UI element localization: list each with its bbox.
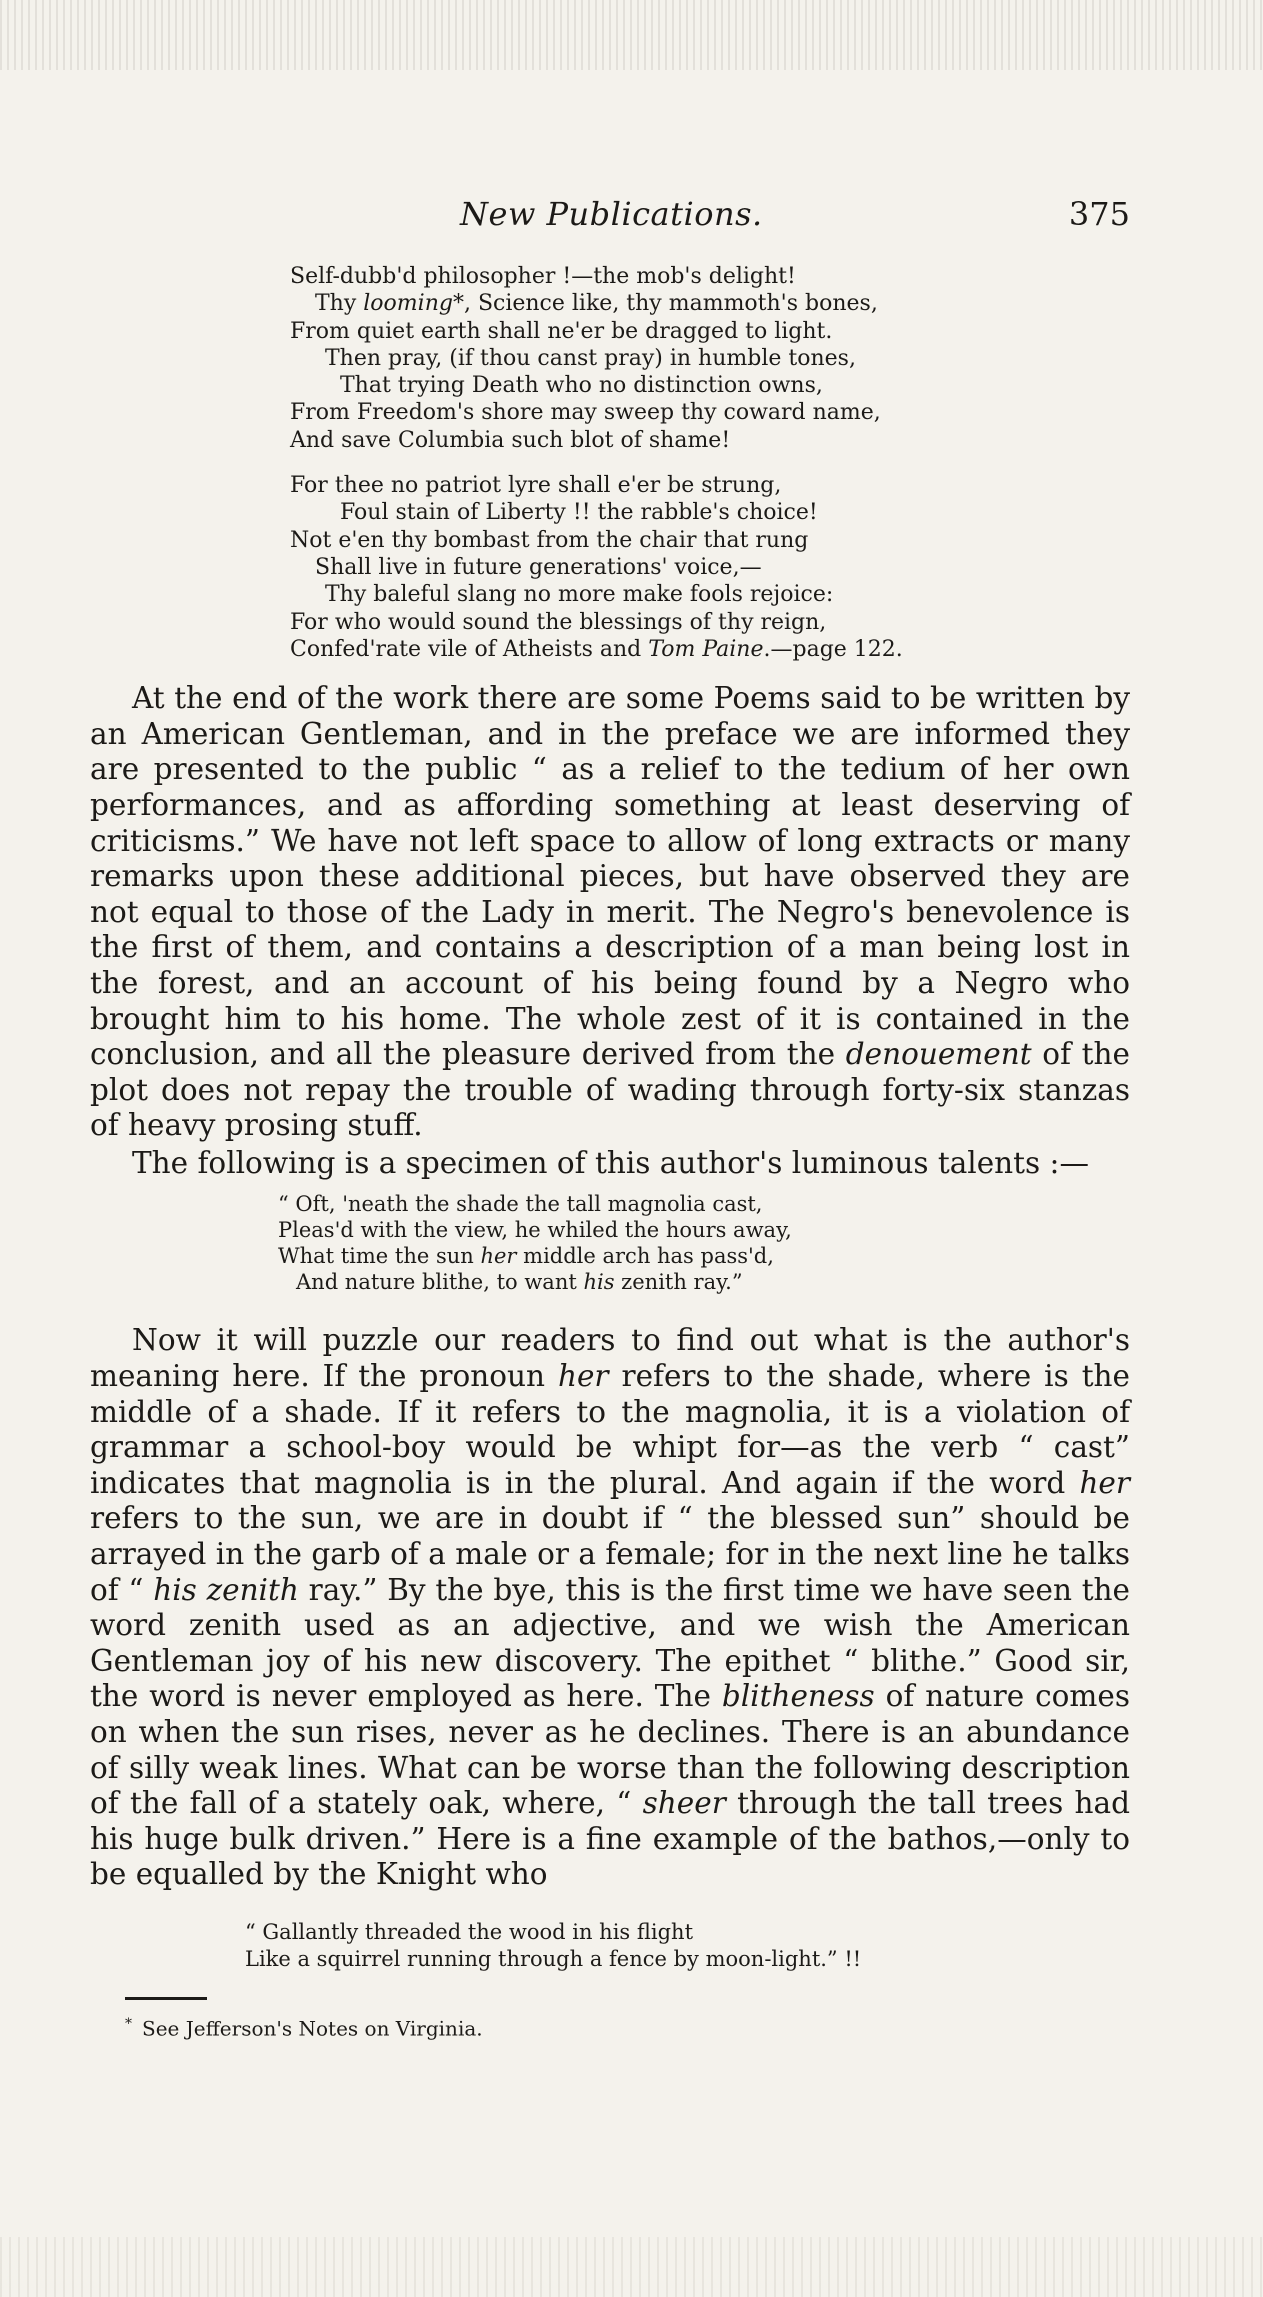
poem-line: “ Gallantly threaded the wood in his flight bbox=[245, 1919, 694, 1944]
poem-line: Foul stain of Liberty !! the rabble's choice! bbox=[340, 500, 818, 526]
poem-line: Confed'rate vile of Atheists and Tom Paine.—page 122. bbox=[290, 636, 903, 662]
scan-noise-top bbox=[0, 0, 1263, 70]
poem-line: For who would sound the blessings of thy reign, bbox=[290, 609, 827, 635]
poem-line: Self-dubb'd philosopher !—the mob's delight! bbox=[290, 264, 796, 289]
poem-excerpt-2 bbox=[278, 1191, 1130, 1295]
poem-line: And nature blithe, to want his zenith ray.” bbox=[296, 1270, 743, 1295]
poem-line: Not e'en thy bombast from the chair that rung bbox=[290, 527, 809, 553]
poem-line: From Freedom's shore may sweep thy coward name, bbox=[290, 400, 881, 426]
running-title: New Publications. bbox=[460, 195, 763, 233]
paragraph: The following is a specimen of this author's luminous talents :— bbox=[132, 1145, 1089, 1180]
poem-line: Then pray, (if thou canst pray) in humble tones, bbox=[325, 345, 856, 371]
footnote-mark: * bbox=[125, 2015, 132, 2032]
poem-line: “ Oft, 'neath the shade the tall magnolia cast, bbox=[278, 1192, 763, 1217]
running-header bbox=[90, 195, 1130, 245]
poem-line: And save Columbia such blot of shame! bbox=[290, 427, 731, 453]
footnote-divider bbox=[125, 1997, 207, 2000]
paragraph: Now it will puzzle our readers to find out what is the author's meaning here. If the pronoun her refers to the shade, where is the middle of a shade. If it refers to the magnolia, it is a violation of grammar a school-boy would be whipt for—as the verb “ cast” indicates that magnolia is in the plural. And again if the word her refers to the sun, we are in doubt if “ the blessed sun” should be arrayed in the garb of a male or a female; for in the next line he talks of “ his zenith ray.” By the bye, this is the first time we have seen the word zenith used as an adjective, and we wish the American Gentleman joy of his new discovery. The epithet “ blithe.” Good sir, the word is never employed as here. The blitheness of nature comes on when the sun rises, never as he declines. There is an abundance of silly weak lines. What can be worse than the following description of the fall of a stately oak, where, “ sheer through the tall trees had his huge bulk driven.” Here is a fine example of the bathos,—only to be equalled by the Knight who bbox=[90, 1323, 1131, 1892]
poem-line: Pleas'd with the view, he whiled the hours away, bbox=[278, 1218, 792, 1243]
article-body bbox=[90, 681, 1130, 1181]
article-body-continued bbox=[90, 1323, 1130, 1893]
poem-line: Like a squirrel running through a fence by moon-light.” !! bbox=[245, 1946, 862, 1971]
poem-line: What time the sun her middle arch has pass'd, bbox=[278, 1244, 774, 1269]
scan-noise-bottom bbox=[0, 2237, 1263, 2297]
poem-line: For thee no patriot lyre shall e'er be strung, bbox=[290, 473, 782, 499]
poem-line: From quiet earth shall ne'er be dragged to light. bbox=[290, 318, 833, 344]
footnote bbox=[125, 2016, 1130, 2041]
poem-excerpt-3 bbox=[245, 1919, 1130, 1973]
poem-line: That trying Death who no distinction owns, bbox=[340, 373, 823, 399]
paragraph: At the end of the work there are some Poems said to be written by an American Gentleman, and in the preface we are informed they are presented to the public “ as a relief to the tedium of her own performances, and as affording something at least deserving of criticisms.” We have not left space to allow of long extracts or many remarks upon these additional pieces, but have observed they are not equal to those of the Lady in merit. The Negro's benevolence is the first of them, and contains a description of a man being lost in the forest, and an account of his being found by a Negro who brought him to his home. The whole zest of it is contained in the conclusion, and all the pleasure derived from the denouement of the plot does not repay the trouble of wading through forty-six stanzas of heavy prosing stuff. bbox=[90, 681, 1130, 1143]
page-number: 375 bbox=[1068, 195, 1130, 233]
poem-excerpt-1 bbox=[290, 263, 1130, 663]
poem-line: Thy baleful slang no more make fools rejoice: bbox=[325, 582, 834, 608]
poem-line: Thy looming*, Science like, thy mammoth's bones, bbox=[315, 291, 878, 317]
document-page bbox=[90, 195, 1130, 2041]
footnote-text: See Jefferson's Notes on Virginia. bbox=[142, 2016, 483, 2041]
poem-line: Shall live in future generations' voice,— bbox=[315, 554, 762, 580]
